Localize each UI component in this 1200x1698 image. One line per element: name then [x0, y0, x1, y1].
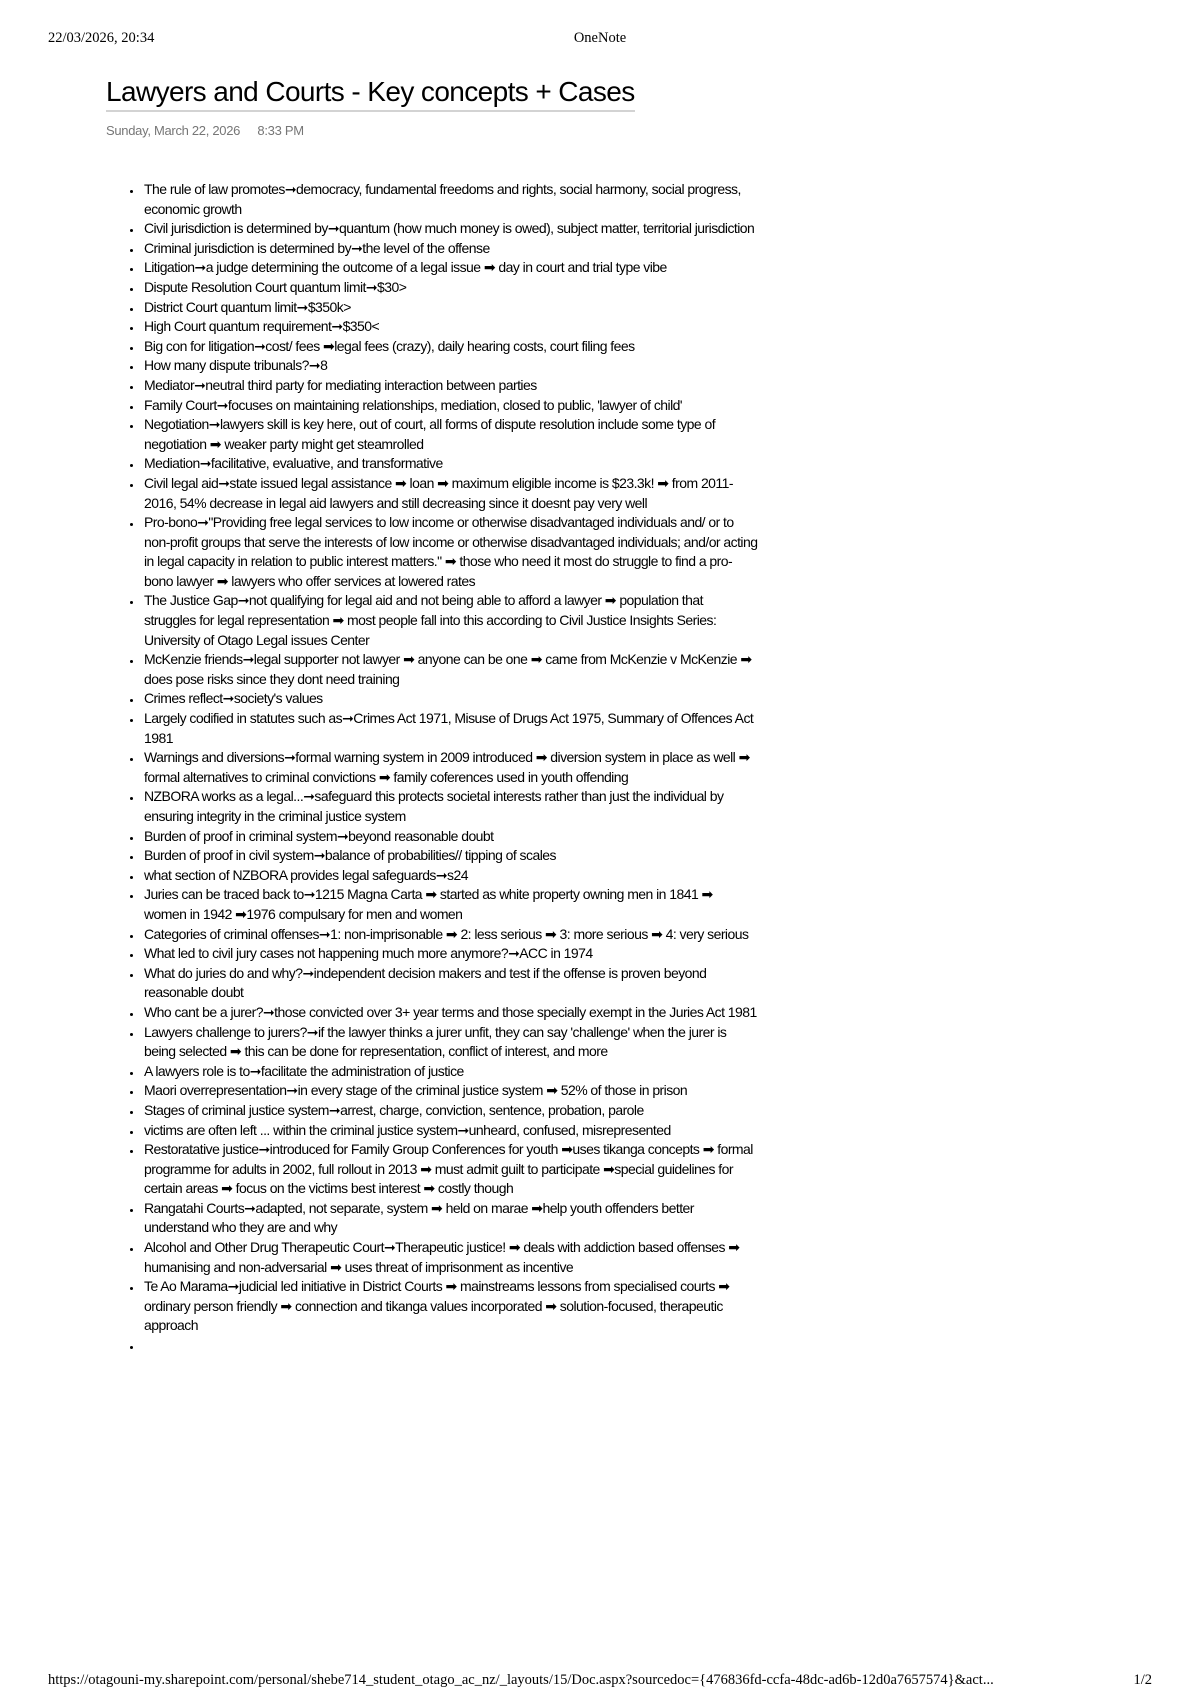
note-item: • Litigation➞a judge determining the outcome of a legal issue ➡ day in court and trial type vibe [142, 258, 758, 278]
note-item: • Alcohol and Other Drug Therapeutic Court➞Therapeutic justice! ➡ deals with addiction based offenses ➡ humanising and non-adversarial ➡ uses threat of imprisonment as incentive [142, 1238, 758, 1277]
note-item: • Criminal jurisdiction is determined by➞the level of the offense [142, 239, 758, 259]
note-item: • The Justice Gap➞not qualifying for legal aid and not being able to afford a lawyer ➡ population that struggles for legal representation ➡ most people fall into this according to Civil Justice Insights Series: University of Otago Legal issues Center [142, 591, 758, 650]
note-item: • Mediator➞neutral third party for mediating interaction between parties [142, 376, 758, 396]
note-item: • What do juries do and why?➞independent decision makers and test if the offense is proven beyond reasonable doubt [142, 964, 758, 1003]
note-item: • Negotiation➞lawyers skill is key here, out of court, all forms of dispute resolution include some type of negotiation ➡ weaker party might get steamrolled [142, 415, 758, 454]
note-item: • Lawyers challenge to jurers?➞if the lawyer thinks a jurer unfit, they can say 'challenge' when the jurer is being selected ➡ this can be done for representation, conflict of interest, and more [142, 1023, 758, 1062]
note-item: • Mediation➞facilitative, evaluative, and transformative [142, 454, 758, 474]
note-item: • NZBORA works as a legal...➞safeguard this protects societal interests rather than just the individual by ensuring integrity in the criminal justice system [142, 787, 758, 826]
note-item: • Restoratative justice➞introduced for Family Group Conferences for youth ➡uses tikanga concepts ➡ formal programme for adults in 2002, full rollout in 2013 ➡ must admit guilt to participate ➡special guidelines for certain areas ➡ focus on the victims best interest ➡ costly though [142, 1140, 758, 1199]
note-item: • Warnings and diversions➞formal warning system in 2009 introduced ➡ diversion system in place as well ➡ formal alternatives to criminal convictions ➡ family coferences used in youth offending [142, 748, 758, 787]
note-item: • Largely codified in statutes such as➞Crimes Act 1971, Misuse of Drugs Act 1975, Summary of Offences Act 1981 [142, 709, 758, 748]
note-item: • what section of NZBORA provides legal safeguards➞s24 [142, 866, 758, 886]
page-datetime [106, 123, 304, 138]
note-item: • Burden of proof in criminal system➞beyond reasonable doubt [142, 827, 758, 847]
print-datetime: 22/03/2026, 20:34 [48, 30, 155, 46]
note-item: • Civil legal aid➞state issued legal assistance ➡ loan ➡ maximum eligible income is $23.3k! ➡ from 2011-2016, 54% decrease in legal aid lawyers and still decreasing since it doesnt pay very well [142, 474, 758, 513]
note-item: • Stages of criminal justice system➞arrest, charge, conviction, sentence, probation, parole [142, 1101, 758, 1121]
note-item: • Who cant be a jurer?➞those convicted over 3+ year terms and those specially exempt in the Juries Act 1981 [142, 1003, 758, 1023]
note-item: • Dispute Resolution Court quantum limit➞$30> [142, 278, 758, 298]
note-item: • High Court quantum requirement➞$350< [142, 317, 758, 337]
note-item: • What led to civil jury cases not happening much more anymore?➞ACC in 1974 [142, 944, 758, 964]
print-page-number: 1/2 [1133, 1672, 1152, 1688]
note-item: • Big con for litigation➞cost/ fees ➡legal fees (crazy), daily hearing costs, court filing fees [142, 337, 758, 357]
note-item: • Civil jurisdiction is determined by➞quantum (how much money is owed), subject matter, territorial jurisdiction [142, 219, 758, 239]
page-date: Sunday, March 22, 2026 [106, 123, 241, 138]
note-item: • victims are often left ... within the criminal justice system➞unheard, confused, misrepresented [142, 1121, 758, 1141]
note-item: • District Court quantum limit➞$350k> [142, 298, 758, 318]
page-time: 8:33 PM [257, 123, 304, 138]
note-item: • The rule of law promotes➞democracy, fundamental freedoms and rights, social harmony, social progress, economic growth [142, 180, 758, 219]
note-item: • Rangatahi Courts➞adapted, not separate, system ➡ held on marae ➡help youth offenders better understand who they are and why [142, 1199, 758, 1238]
notes-list [126, 180, 758, 1356]
page-title: Lawyers and Courts - Key concepts + Cases [106, 76, 635, 112]
print-url: https://otagouni-my.sharepoint.com/personal/shebe714_student_otago_ac_nz/_layouts/15/Doc.aspx?sourcedoc={476836fd-ccfa-48dc-ad6b-12d0a7657574}&act... [48, 1672, 994, 1688]
note-item: • McKenzie friends➞legal supporter not lawyer ➡ anyone can be one ➡ came from McKenzie v McKenzie ➡ does pose risks since they dont need training [142, 650, 758, 689]
note-item: • Te Ao Marama➞judicial led initiative in District Courts ➡ mainstreams lessons from specialised courts ➡ ordinary person friendly ➡ connection and tikanga values incorporated ➡ solution-focused, therapeutic approach [142, 1277, 758, 1336]
note-item: • Burden of proof in civil system➞balance of probabilities// tipping of scales [142, 846, 758, 866]
note-item: • A lawyers role is to➞facilitate the administration of justice [142, 1062, 758, 1082]
print-header [48, 30, 1152, 50]
note-item: • How many dispute tribunals?➞8 [142, 356, 758, 376]
note-item: • Pro-bono➞"Providing free legal services to low income or otherwise disadvantaged individuals and/ or to non-profit groups that serve the interests of low income or otherwise disadvantaged individuals; and/or acting in legal capacity in relation to public interest matters." ➡ those who need it most do struggle to find a pro-bono lawyer ➡ lawyers who offer services at lowered rates [142, 513, 758, 591]
note-item: • Maori overrepresentation➞in every stage of the criminal justice system ➡ 52% of those in prison [142, 1081, 758, 1101]
note-item: • Family Court➞focuses on maintaining relationships, mediation, closed to public, 'lawyer of child' [142, 396, 758, 416]
note-item: • Juries can be traced back to➞1215 Magna Carta ➡ started as white property owning men in 1841 ➡ women in 1942 ➡1976 compulsary for men and women [142, 885, 758, 924]
note-item: • Categories of criminal offenses➞1: non-imprisonable ➡ 2: less serious ➡ 3: more serious ➡ 4: very serious [142, 925, 758, 945]
print-app-name: OneNote [573, 30, 627, 46]
note-item [142, 1336, 758, 1356]
note-item: • Crimes reflect➞society's values [142, 689, 758, 709]
